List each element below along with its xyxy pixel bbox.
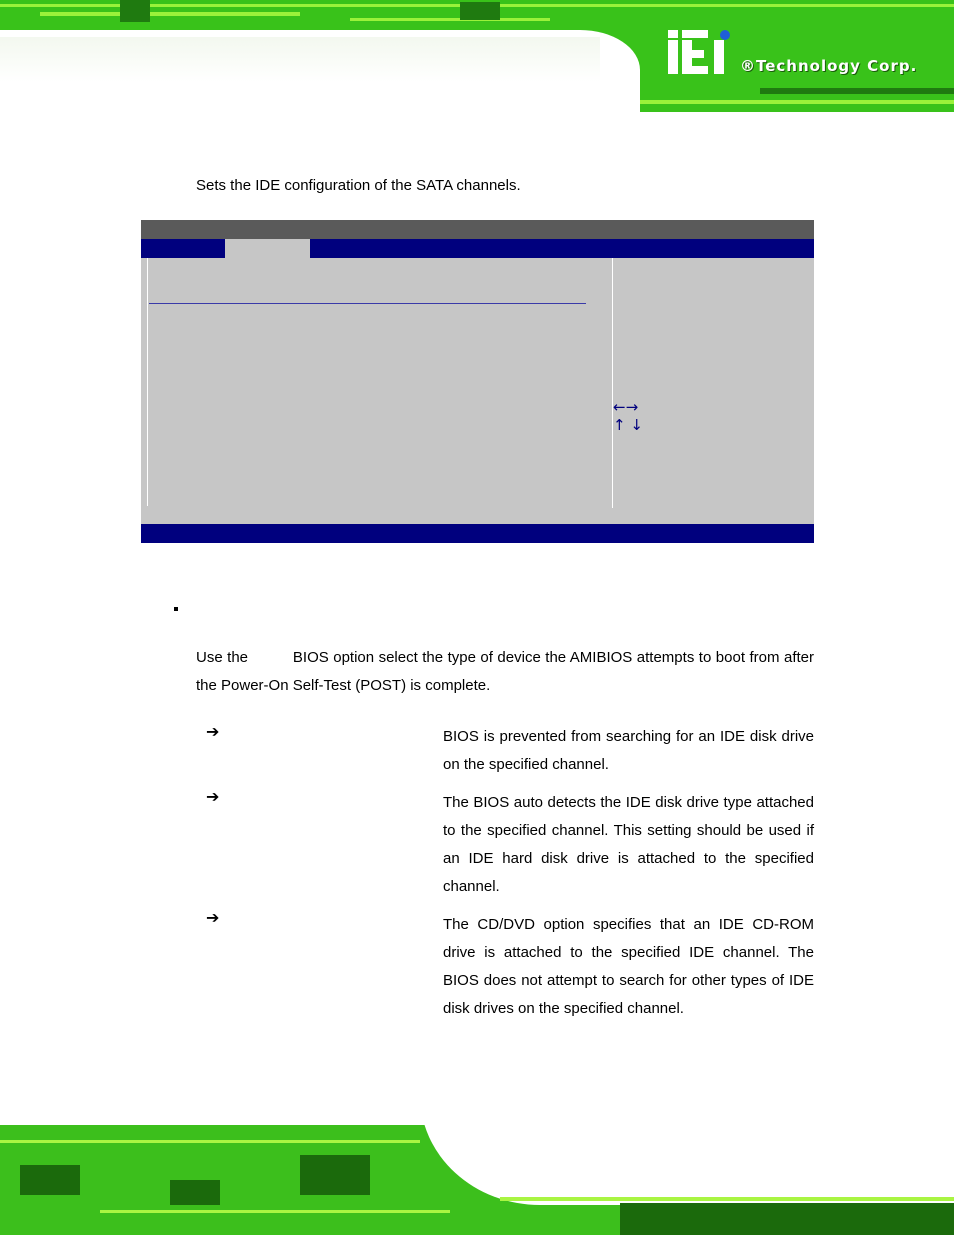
circuit-chip	[300, 1155, 370, 1195]
bios-navigation-arrows: ←→ ↑ ↓	[613, 398, 643, 434]
bios-panel-divider	[612, 258, 613, 508]
circuit-chip	[170, 1180, 220, 1205]
circuit-trace	[40, 12, 300, 16]
option-arrow-icon: ➔	[206, 908, 220, 927]
circuit-trace	[100, 1210, 450, 1213]
bios-settings-panel	[147, 258, 612, 506]
footer-white-area	[420, 1125, 954, 1205]
bios-title-bar	[141, 220, 814, 239]
section-bullet-icon	[174, 607, 178, 611]
circuit-chip	[20, 1165, 80, 1195]
intro-text: Sets the IDE configuration of the SATA channels.	[196, 177, 521, 194]
option-description: BIOS is prevented from searching for an IDE disk drive on the specified channel.	[443, 728, 814, 773]
circuit-chip	[460, 2, 500, 20]
brand-text: ®Technology Corp.	[740, 57, 918, 75]
section-paragraph: Use the BIOS option select the type of device the AMIBIOS attempts to boot from after the Power-On Self-Test (POST) is complete.	[196, 649, 819, 694]
header-banner	[0, 0, 954, 112]
circuit-board-strip	[620, 1203, 954, 1235]
bios-status-bar	[141, 524, 814, 543]
circuit-trace	[350, 18, 550, 21]
circuit-trace	[760, 88, 954, 94]
bios-screen	[141, 220, 814, 543]
footer-banner	[0, 1125, 954, 1235]
option-description: The CD/DVD option specifies that an IDE CD-ROM drive is attached to the specified IDE channel. The BIOS does not attempt to search for other types of IDE disk drives on the specified channel.	[443, 916, 814, 1017]
circuit-trace	[500, 1197, 954, 1201]
option-arrow-icon: ➔	[206, 787, 220, 806]
bios-active-tab[interactable]	[225, 239, 310, 258]
circuit-trace	[0, 1140, 420, 1143]
circuit-trace	[640, 100, 954, 104]
option-description: The BIOS auto detects the IDE disk drive type attached to the specified channel. This setting should be used if an IDE hard disk drive is attached to the specified channel.	[443, 794, 814, 895]
option-arrow-icon: ➔	[206, 722, 220, 741]
bios-separator-line	[149, 303, 586, 304]
header-white-band	[0, 37, 600, 112]
circuit-chip	[120, 0, 150, 22]
iei-logo-icon	[666, 28, 738, 76]
